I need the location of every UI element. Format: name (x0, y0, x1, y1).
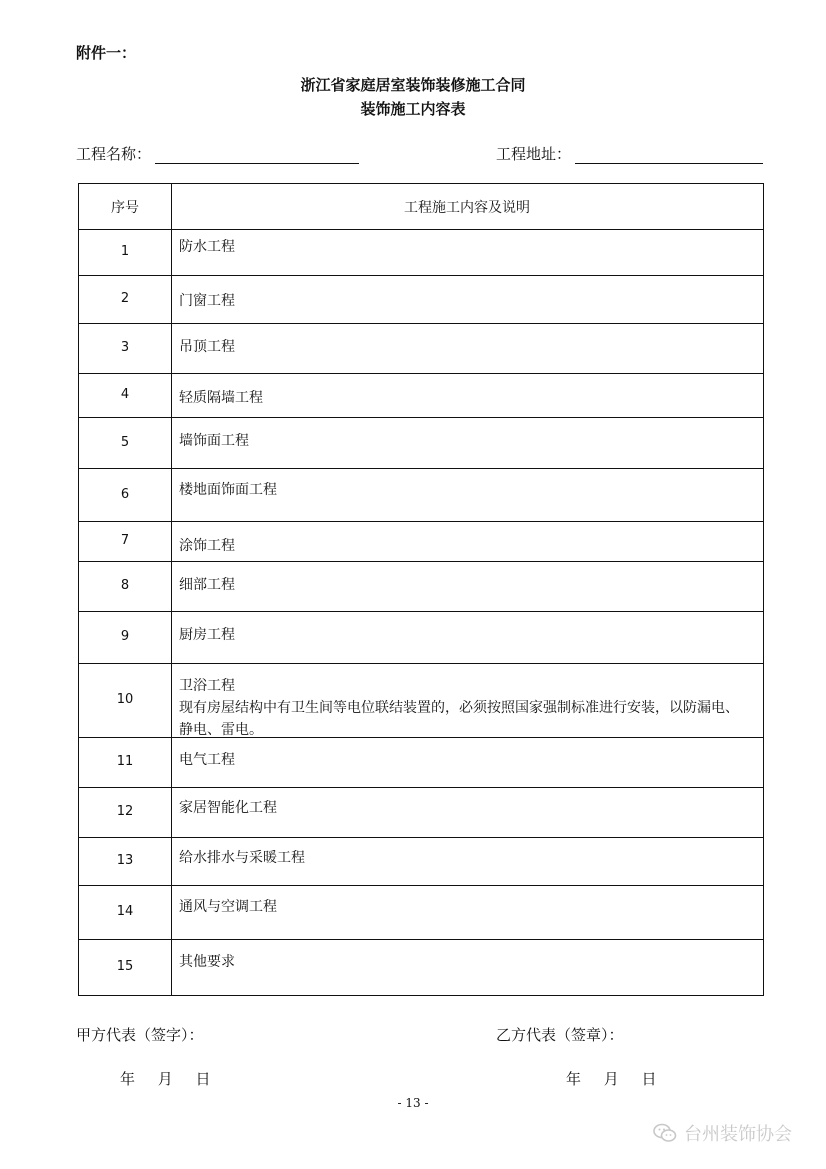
table-row (79, 469, 763, 522)
row-item-title: 轻质隔墙工程 (179, 390, 263, 406)
row-item-title: 吊顶工程 (179, 339, 235, 355)
row-number: 5 (120, 435, 130, 450)
wechat-icon (652, 1120, 678, 1146)
project-address-label: 工程地址： (496, 145, 572, 163)
row-content (179, 797, 755, 819)
row-item-title: 涂饰工程 (179, 538, 235, 554)
table-row (79, 738, 763, 788)
row-content (179, 236, 755, 258)
row-number: 2 (120, 291, 130, 306)
party-a-date: 年 月 日 (120, 1070, 211, 1088)
row-number: 6 (120, 487, 130, 502)
table-row (79, 788, 763, 838)
project-address-blank[interactable] (575, 149, 763, 164)
party-a-signature-label: 甲方代表（签字）： (76, 1026, 204, 1044)
table-row (79, 838, 763, 886)
table-row (79, 940, 763, 995)
row-item-title: 楼地面饰面工程 (179, 482, 277, 498)
project-name-label: 工程名称： (76, 145, 152, 163)
watermark (652, 1120, 792, 1146)
row-item-title: 通风与空调工程 (179, 899, 277, 915)
table-row (79, 612, 763, 664)
row-number: 15 (116, 959, 134, 974)
row-item-title: 墙饰面工程 (179, 433, 249, 449)
party-b-signature-label: 乙方代表（签章）： (496, 1026, 624, 1044)
row-content (179, 896, 755, 918)
row-content (179, 749, 755, 771)
row-content (179, 430, 755, 452)
table-row (79, 664, 763, 738)
row-item-title: 卫浴工程 (179, 678, 235, 694)
row-content (179, 574, 755, 596)
watermark-text: 台州装饰协会 (684, 1124, 792, 1145)
row-content (179, 624, 755, 646)
row-number: 8 (120, 578, 130, 593)
attachment-label: 附件一： (76, 44, 137, 62)
row-number: 14 (116, 904, 134, 919)
header-content: 工程施工内容及说明 (404, 200, 530, 216)
project-name-field (76, 143, 359, 164)
party-b-date: 年 月 日 (566, 1070, 657, 1088)
project-address-field (496, 143, 763, 164)
row-content (179, 535, 755, 557)
table-row (79, 276, 763, 324)
project-name-blank[interactable] (155, 149, 359, 164)
row-item-title: 电气工程 (179, 752, 235, 768)
row-number: 11 (116, 754, 134, 769)
row-item-title: 其他要求 (179, 954, 235, 970)
row-content (179, 479, 755, 501)
table-row (79, 886, 763, 940)
row-item-title: 家居智能化工程 (179, 800, 277, 816)
page-number: - 13 - (397, 1096, 429, 1110)
row-number: 10 (116, 692, 134, 707)
header-no: 序号 (111, 200, 139, 216)
table-row (79, 418, 763, 469)
table-row (79, 562, 763, 612)
row-number: 9 (120, 629, 130, 644)
row-content (179, 951, 755, 973)
row-number: 13 (116, 853, 134, 868)
table-row (79, 230, 763, 276)
row-item-title: 细部工程 (179, 577, 235, 593)
row-content (179, 336, 755, 358)
table-row (79, 522, 763, 562)
row-item-title: 门窗工程 (179, 293, 235, 309)
row-item-title: 给水排水与采暖工程 (179, 850, 305, 866)
table-row (79, 374, 763, 418)
contract-title: 浙江省家庭居室装饰装修施工合同 (300, 76, 526, 94)
construction-content-table (78, 183, 764, 996)
row-item-title: 防水工程 (179, 239, 235, 255)
table-row (79, 324, 763, 374)
row-content (179, 675, 755, 741)
row-content (179, 290, 755, 312)
row-item-note: 现有房屋结构中有卫生间等电位联结装置的，必须按照国家强制标准进行安装，以防漏电、 (179, 700, 739, 716)
row-item-title: 厨房工程 (179, 627, 235, 643)
row-item-note: 静电、雷电。 (179, 722, 263, 738)
table-header-row (79, 184, 763, 230)
row-content (179, 387, 755, 409)
row-number: 4 (120, 387, 130, 402)
row-number: 3 (120, 340, 130, 355)
row-content (179, 847, 755, 869)
row-number: 1 (120, 244, 130, 259)
table-title: 装饰施工内容表 (360, 100, 466, 118)
row-number: 7 (120, 533, 130, 548)
row-number: 12 (116, 804, 134, 819)
